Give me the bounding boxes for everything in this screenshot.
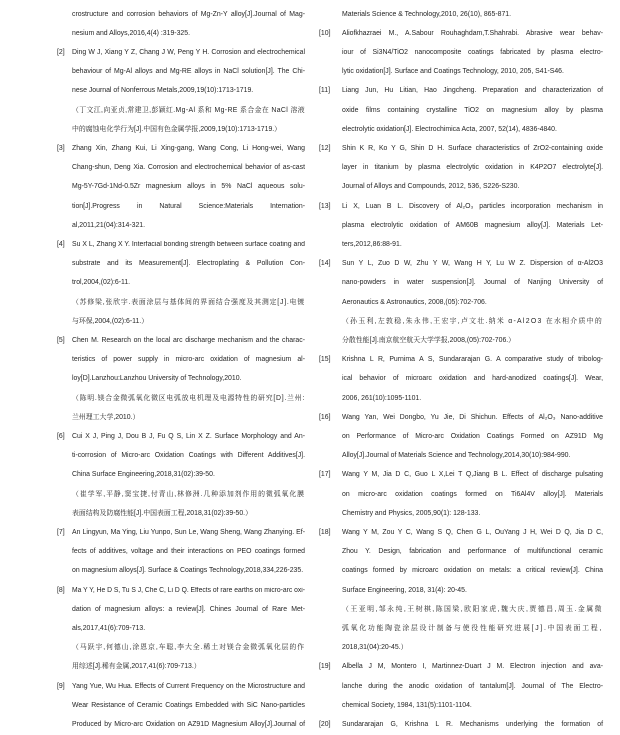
reference-line-text: Surface Engineering, 2018, 31(4): 20-45. xyxy=(342,586,467,594)
reference-line xyxy=(342,254,603,273)
reference-line-text: electrolytic oxidation[J]. Electrochimica Acta, 2007, 52(14), 4836-4840. xyxy=(342,125,557,133)
reference-number: [16] xyxy=(319,413,331,421)
reference-number: [20] xyxy=(319,721,331,728)
reference-line xyxy=(342,696,603,715)
reference-line xyxy=(342,312,603,331)
reference-line-text: Zhou Y. Design, fabrication and performance of multifunctional ceramic xyxy=(342,548,603,556)
reference-line-text: （苏修梁,张欣宇.表面涂层与基体间的界面结合强度及其测定[J].电镀 xyxy=(72,298,305,306)
reference-line-text: ters,2012,86:88-91. xyxy=(342,241,402,248)
reference-line-text: Albella J M, Montero I, Martinnez-Duart J M. Electron injection and ava- xyxy=(342,663,603,671)
reference-line xyxy=(342,369,603,388)
reference-line xyxy=(342,504,603,523)
reference-line-text: 表面结构及防腐性能[J].中国表面工程,2018,31(02):39-50.） xyxy=(72,509,252,517)
reference-line xyxy=(342,657,603,676)
reference-line xyxy=(342,139,603,158)
reference-line-text: crostructure and corrosion behaviors of Mg-Zn-Y alloy[J].Journal of Mag- xyxy=(72,10,305,18)
reference-number: [8] xyxy=(57,586,65,594)
reference-line-text: （孙玉利,左敦稳,朱永伟,王宏宇,卢文壮.纳米 α-Al2O3 在水相介质中的 xyxy=(342,317,603,325)
reference-line-text: Chang-shun, Deng Xia. Corrosion and electrochemical behavior of as-cast xyxy=(72,164,305,172)
reference-line xyxy=(342,389,603,408)
reference-line xyxy=(342,715,603,734)
reference-line-text: （陈明.镁合金微弧氧化微区电弧放电机理及电源特性的研究[D].兰州: xyxy=(72,394,305,402)
reference-number: [4] xyxy=(57,241,65,248)
reference-line-text: fects of additives, voltage and their interactions on PEO coatings formed xyxy=(72,548,305,556)
reference-line-text: Cui X J, Ping J, Dou B J, Fu Q S, Lin X Z. Surface Morphology and An- xyxy=(72,433,305,440)
reference-line-text: （崔学军,平静,窦宝捷,付青山,林修洲.几种添加剂作用的微弧氧化膜 xyxy=(72,490,305,498)
reference-line-text: Li X, Luan B L. Discovery of Al₂O₃ particles incorporation mechanism in xyxy=(342,202,603,210)
reference-line xyxy=(342,158,603,177)
reference-line xyxy=(342,331,603,350)
reference-number: [15] xyxy=(319,356,331,364)
reference-line-text: Chen M. Research on the local arc discharge mechanism and the charac- xyxy=(72,337,305,344)
reference-line-text: Mg-5Y-7Gd-1Nd-0.5Zr magnesium alloys in 5% NaCl aqueous solu- xyxy=(72,183,305,191)
reference-line-text: lanche during the anodic oxidation of tantalum[J]. Journal of The Electro- xyxy=(342,682,603,690)
reference-line-text: Wear Resistance of Ceramic Coatings Embedded with SiC Nano-particles xyxy=(72,701,305,709)
reference-line-text: tion[J].Progress in Natural Science:Materials Internation- xyxy=(72,202,305,210)
reference-line-text: （马跃宇,何德山,涂恩京,车聪,李大全.稀土对镁合金微弧氧化层的作 xyxy=(72,644,305,652)
reference-line xyxy=(342,485,603,504)
reference-line xyxy=(342,120,603,139)
reference-line-text: als,2017,41(6):709-713. xyxy=(72,625,146,632)
reference-line-text: Sun Y L, Zuo D W, Zhu Y W, Wang H Y, Lu W Z. Dispersion of α-Al2O3 xyxy=(342,260,603,268)
reference-line-text: Ma Y Y, He D S, Tu S J, Che C, Li D Q. Effects of rare earths on micro-arc oxi- xyxy=(72,586,305,594)
reference-line-text: ti-corrosion of Micro-arc Oxidation Coatings with Different Additives[J]. xyxy=(72,452,305,460)
reference-line xyxy=(342,677,603,696)
reference-line-text: 弧氧化功能陶瓷涂层设计制备与使役性能研究进展[J].中国表面工程, xyxy=(342,625,603,632)
reference-line-text: （王亚明,邹永纯,王树棋,陈国梁,欧阳家虎,魏大庆,贾德昌,周玉.金属微 xyxy=(342,605,603,613)
reference-line-text: nese Journal of Nonferrous Metals,2009,19(10):1713-1719. xyxy=(72,87,254,95)
reference-number: [19] xyxy=(319,663,331,671)
reference-line-text: China Surface Engineering,2018,31(02):39-50. xyxy=(72,471,215,479)
reference-line-text: 2006, 261(10):1095-1101. xyxy=(342,394,422,402)
reference-line-text: Wang Y M, Jia D C, Guo L X,Lei T Q,Jiang B L. Effect of discharge pulsating xyxy=(342,471,603,479)
reference-number: [3] xyxy=(57,145,65,152)
reference-line xyxy=(342,5,603,24)
reference-line xyxy=(342,561,603,580)
reference-line xyxy=(342,101,603,120)
reference-line-text: trol,2004,(02):6-11. xyxy=(72,279,131,287)
reference-line-text: on magnesium alloys[J]. Surface & Coatings Technology,2018,334,226-235. xyxy=(72,567,304,575)
reference-line-text: nano-powders in water suspension[J]. Journal of Nanjing University of xyxy=(342,279,603,287)
reference-line-text: substrate and its Measurement[J]. Electroplating & Pollution Con- xyxy=(72,260,305,268)
reference-line-text: teristics of power supply in micro-arc oxidation of magnesium al- xyxy=(72,356,305,364)
reference-line xyxy=(342,619,603,638)
reference-line xyxy=(342,523,603,542)
reference-number: [14] xyxy=(319,260,331,268)
reference-line-text: chemical Society, 1984, 131(5):1101-1104. xyxy=(342,701,472,709)
reference-line-text: Sundararajan G, Krishna L R. Mechanisms underlying the formation of xyxy=(342,721,603,728)
reference-line-text: Wang Yan, Wei Dongbo, Yu Jie, Di Shichun. Effects of Al₂O₃ Nano-additive xyxy=(342,413,603,421)
reference-line xyxy=(342,465,603,484)
reference-number: [10] xyxy=(319,29,331,37)
reference-line-text: al,2011,21(04):314-321. xyxy=(72,221,146,229)
reference-line-text: on micro-arc oxidation coatings formed on Ti6Al4V alloy[J]. Materials xyxy=(342,490,603,498)
reference-line xyxy=(342,24,603,43)
reference-line-text: （丁文江,向亚贞,常建卫,彭颖红.Mg-Al 系和 Mg-RE 系合金在 NaCl 溶液 xyxy=(72,106,305,114)
reference-line-text: Liang Jun, Hu Litian, Hao Jingcheng. Preparation and characterization of xyxy=(342,87,603,95)
reference-line xyxy=(342,177,603,196)
reference-line-text: loy[D].Lanzhou:Lanzhou University of Technology,2010. xyxy=(72,375,242,383)
reference-line-text: Krishna L R, Purnima A S, Sundararajan G. A comparative study of tribolog- xyxy=(342,356,603,364)
reference-line xyxy=(342,408,603,427)
reference-line xyxy=(342,638,603,657)
reference-line-text: 用综述[J].稀有金属,2017,41(6):709-713.） xyxy=(72,663,201,671)
reference-line xyxy=(342,197,603,216)
reference-line xyxy=(342,81,603,100)
reference-number: [9] xyxy=(57,682,65,690)
reference-line-text: Su X L, Zhang X Y. Interfacial bonding strength between surface coating and xyxy=(72,241,305,248)
reference-line-text: nesium and Alloys,2016,4(4) :319-325. xyxy=(72,29,190,37)
reference-number: [11] xyxy=(319,87,330,95)
reference-line xyxy=(342,600,603,619)
reference-line-text: Wang Y M, Zou Y C, Wang S Q, Chen G L, OuYang J H, Wei D Q, Jia D C, xyxy=(342,529,603,536)
reference-line xyxy=(342,581,603,600)
reference-number: [12] xyxy=(319,145,331,152)
reference-line-text: on Performance of Micro-arc Oxidation Coatings Formed on AZ91D Mg xyxy=(342,433,603,440)
reference-line-text: 2018,31(04):20-45.） xyxy=(342,644,408,652)
reference-line xyxy=(342,273,603,292)
reference-line-text: Journal of Alloys and Compounds, 2012, 536, S226-S230. xyxy=(342,183,520,191)
reference-number: [18] xyxy=(319,529,331,536)
reference-line-text: 中的腐蚀电化学行为[J].中国有色金属学报,2009,19(10):1713-1719.） xyxy=(72,125,282,133)
reference-number: [17] xyxy=(319,471,331,479)
reference-line-text: oxide films containing crystalline TiO2 on magnesium alloy by plasma xyxy=(342,106,603,114)
reference-number: [6] xyxy=(57,433,65,440)
reference-line-text: layer in titanium by plasma electrolytic oxidation in K4P2O7 electrolyte[J]. xyxy=(342,164,603,172)
reference-line xyxy=(342,62,603,81)
reference-line-text: Produced by Micro-arc Oxidation on AZ91D Magnesium Alloy[J].Journal of xyxy=(72,721,305,728)
reference-line-text: An Lingyun, Ma Ying, Liu Yunpo, Sun Le, Wang Sheng, Wang Zhanying. Ef- xyxy=(72,529,305,536)
reference-number: [5] xyxy=(57,337,65,344)
reference-line-text: dation of magnesium alloys: a review[J]. Chines Journal of Rare Met- xyxy=(72,605,305,613)
reference-line xyxy=(342,293,603,312)
reference-line-text: Ding W J, Xiang Y Z, Chang J W, Peng Y H. Corrosion and electrochemical xyxy=(72,49,305,56)
reference-line-text: coatings formed by microarc oxidation on metals: a critical review[J]. China xyxy=(342,567,603,575)
reference-line-text: iour of Si3N4/TiO2 nanocomposite coatings fabricated by plasma electro- xyxy=(342,49,603,56)
reference-line xyxy=(342,542,603,561)
reference-line-text: Yang Yue, Wu Hua. Effects of Current Frequency on the Microstructure and xyxy=(72,682,305,690)
reference-line-text: Aeronautics & Astronautics, 2008,(05):702-706. xyxy=(342,298,487,306)
reference-line-text: plasma electrolytic oxidation of AM60B magnesium alloy[J]. Materials Let- xyxy=(342,221,603,229)
reference-line-text: 兰州理工大学,2010.） xyxy=(72,413,140,421)
reference-line-text: Materials Science & Technology,2010, 26(10), 865-871. xyxy=(342,10,512,18)
reference-line-text: Zhang Xin, Zhang Kui, Li Xing-gang, Wang Cong, Li Hong-wei, Wang xyxy=(72,145,305,152)
reference-line-text: 与环保,2004,(02):6-11.） xyxy=(72,317,149,325)
reference-line xyxy=(342,427,603,446)
reference-line xyxy=(342,43,603,62)
reference-line-text: behaviour of Mg-Al alloys and Mg-RE alloys in NaCl solution[J]. The Chi- xyxy=(72,68,305,76)
reference-line-text: ical behavior of microarc oxidation and hard-anodized coatings[J]. Wear, xyxy=(342,375,603,383)
reference-line xyxy=(342,235,603,254)
reference-number: [13] xyxy=(319,202,331,210)
reference-line-text: 分散性能[J].南京航空航天大学学报,2008,(05):702-706.） xyxy=(342,337,516,344)
reference-line-text: Chemistry and Physics, 2005,90(1): 128-133. xyxy=(342,509,481,517)
reference-line-text: lytic oxidation[J]. Surface and Coatings Technology, 2010, 205, S41-S46. xyxy=(342,68,564,76)
reference-number: [7] xyxy=(57,529,65,536)
reference-line xyxy=(342,350,603,369)
reference-number: [2] xyxy=(57,49,65,56)
reference-line-text: Shin K R, Ko Y G, Shin D H. Surface characteristics of ZrO2-containing oxide xyxy=(342,145,603,152)
reference-line xyxy=(342,216,603,235)
reference-line xyxy=(342,446,603,465)
reference-line-text: Aliofkhazraei M., A.Sabour Rouhaghdam,T.Shahrabi. Abrasive wear behav- xyxy=(342,29,603,37)
reference-line-text: Alloy[J].Journal of Materials Science and Technology,2014,30(10):984-990. xyxy=(342,452,571,460)
